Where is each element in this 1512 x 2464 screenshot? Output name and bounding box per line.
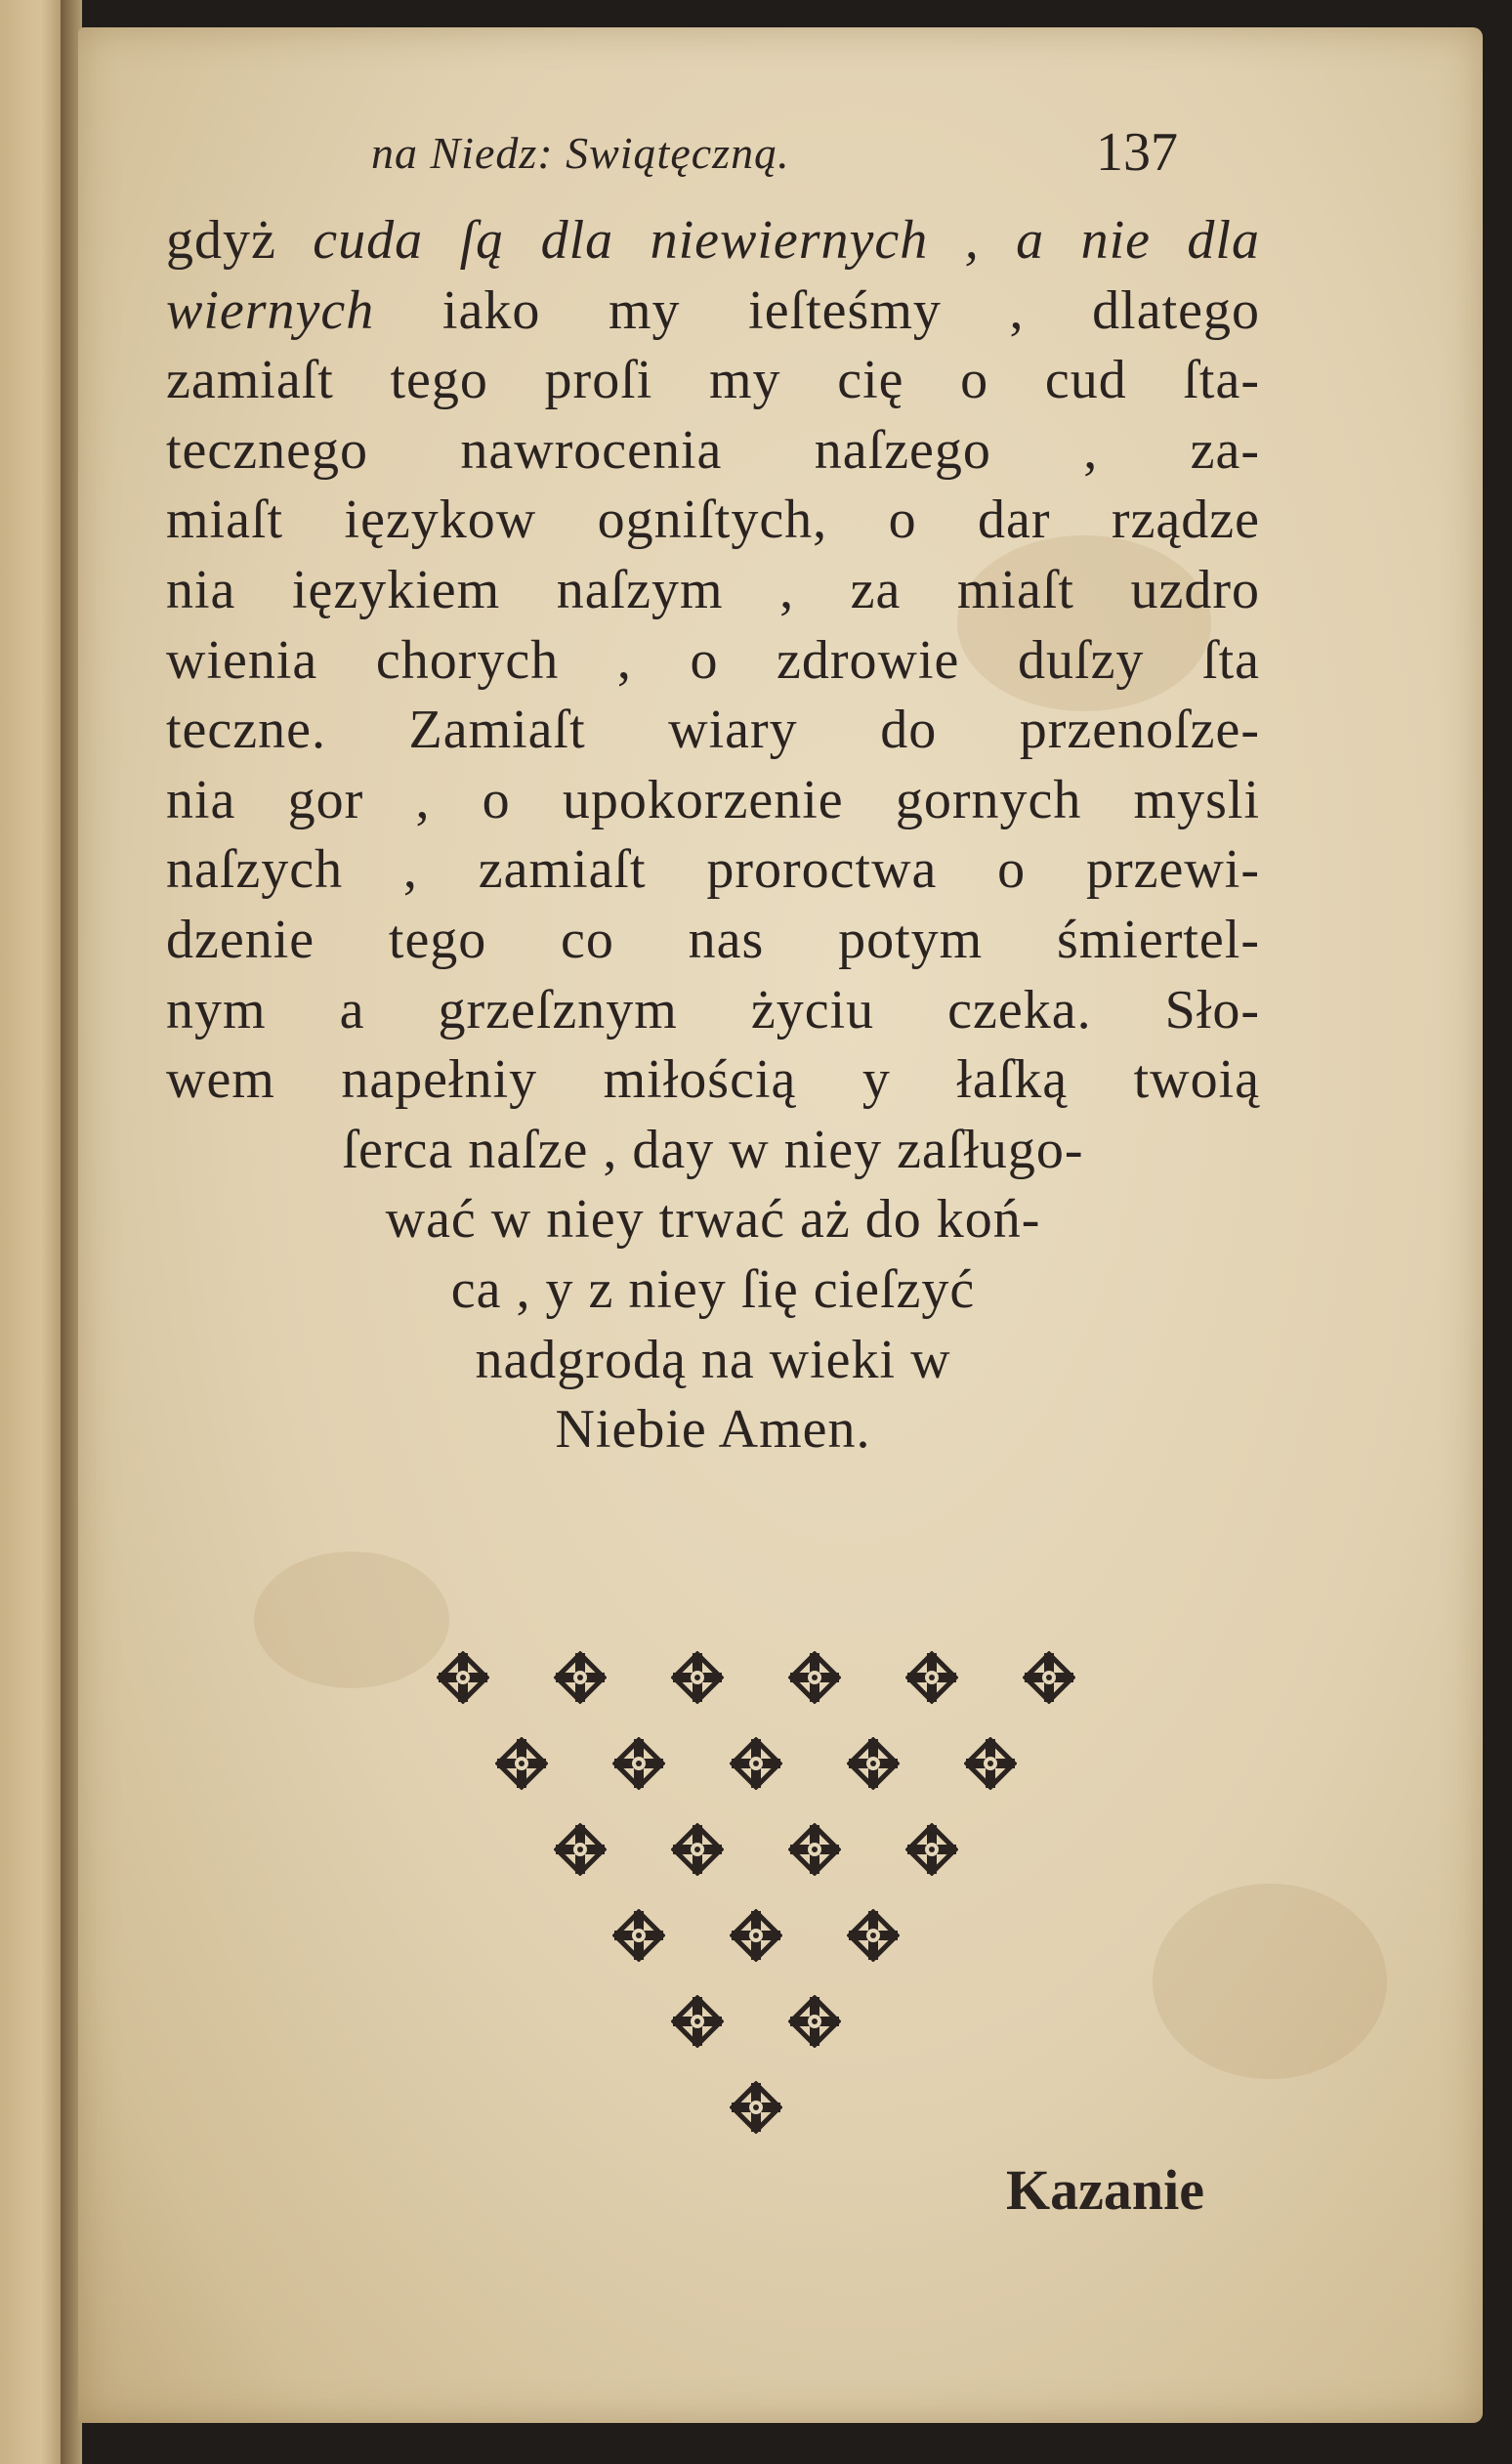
text-run: gdyż — [166, 210, 314, 271]
text-line — [166, 700, 1260, 761]
text-run: nia gor , o upokorzenie gornych mysli — [166, 769, 1260, 830]
ornament-row — [0, 1737, 1512, 1806]
text-line — [166, 279, 1260, 341]
text-run: teczne. Zamiaſt wiary do przenoſze- — [166, 700, 1260, 761]
fleuron-ornament-icon — [1023, 1651, 1075, 1704]
tapered-line: ſerca naſze , day w niey zaſługo- — [342, 1119, 1084, 1180]
fleuron-ornament-icon — [788, 1651, 841, 1704]
fleuron-ornament-icon — [964, 1737, 1017, 1790]
text-line — [166, 489, 1260, 551]
tapered-line: Niebie Amen. — [555, 1399, 871, 1461]
text-run: naſzych , zamiaſt proroctwa o przewi- — [166, 839, 1260, 901]
text-line — [166, 769, 1260, 830]
ornament-row — [0, 1823, 1512, 1891]
text-line — [166, 419, 1260, 481]
text-line — [166, 629, 1260, 691]
text-line — [166, 910, 1260, 970]
tapered-line: ca , y z niey ſię cieſzyć — [450, 1259, 976, 1320]
page-number: 137 — [1096, 122, 1178, 183]
text-run: wem napełniy miłością y łaſką twoią — [166, 1049, 1260, 1111]
fleuron-ornament-icon — [495, 1737, 548, 1790]
text-run: iako my ieſteśmy , dlatego — [441, 279, 1260, 341]
fleuron-ornament-icon — [788, 1995, 841, 2048]
fleuron-ornament-icon — [730, 1909, 782, 1962]
fleuron-ornament-icon — [905, 1823, 958, 1876]
text-run: dzenie tego co nas potym śmiertel- — [166, 910, 1260, 970]
fleuron-ornament-icon — [847, 1737, 900, 1790]
text-line — [166, 350, 1260, 411]
text-run: zamiaſt tego proſi my cię o cud ſta- — [166, 350, 1260, 411]
text-line — [166, 210, 1260, 271]
fleuron-ornament-icon — [671, 1823, 724, 1876]
running-head: na Niedz: Swiątęczną. — [371, 128, 790, 178]
fleuron-ornament-icon — [730, 2081, 782, 2134]
fleuron-ornament-icon — [612, 1909, 665, 1962]
tapered-line: nadgrodą na wieki w — [475, 1329, 951, 1390]
text-run: nym a grzeſznym życiu czeka. Sło- — [166, 979, 1260, 1041]
text-line — [166, 839, 1260, 901]
ornament-row — [0, 1909, 1512, 1977]
fleuron-ornament-icon — [671, 1651, 724, 1704]
fleuron-ornament-icon — [905, 1651, 958, 1704]
text-run: tecznego nawrocenia naſzego , za- — [166, 419, 1260, 481]
text-run: miaſt ięzykow ogniſtych, o dar rządze — [166, 489, 1260, 551]
fleuron-ornament-icon — [730, 1737, 782, 1790]
fleuron-ornament-icon — [788, 1823, 841, 1876]
fleuron-ornament-icon — [847, 1909, 900, 1962]
text-run: wienia chorych , o zdrowie duſzy ſta — [166, 629, 1260, 691]
fleuron-ornament-icon — [554, 1651, 607, 1704]
text-line — [166, 560, 1260, 620]
ornament-row — [0, 1651, 1512, 1720]
catchword: Kazanie — [1006, 2158, 1204, 2222]
ornament-row — [0, 2081, 1512, 2149]
text-line — [166, 979, 1260, 1041]
ornament-row — [0, 1995, 1512, 2063]
italic-run: cuda ſą dla niewiernych , a nie dla — [313, 210, 1260, 271]
italic-run: wiernych — [166, 279, 442, 341]
fleuron-ornament-icon — [554, 1823, 607, 1876]
tapered-line: wać w niey trwać aż do koń- — [385, 1189, 1041, 1251]
fleuron-ornament-icon — [671, 1995, 724, 2048]
text-run: nia ięzykiem naſzym , za miaſt uzdro — [166, 560, 1260, 620]
text-line — [166, 1049, 1260, 1111]
fleuron-ornament-icon — [437, 1651, 489, 1704]
fleuron-ornament-icon — [612, 1737, 665, 1790]
